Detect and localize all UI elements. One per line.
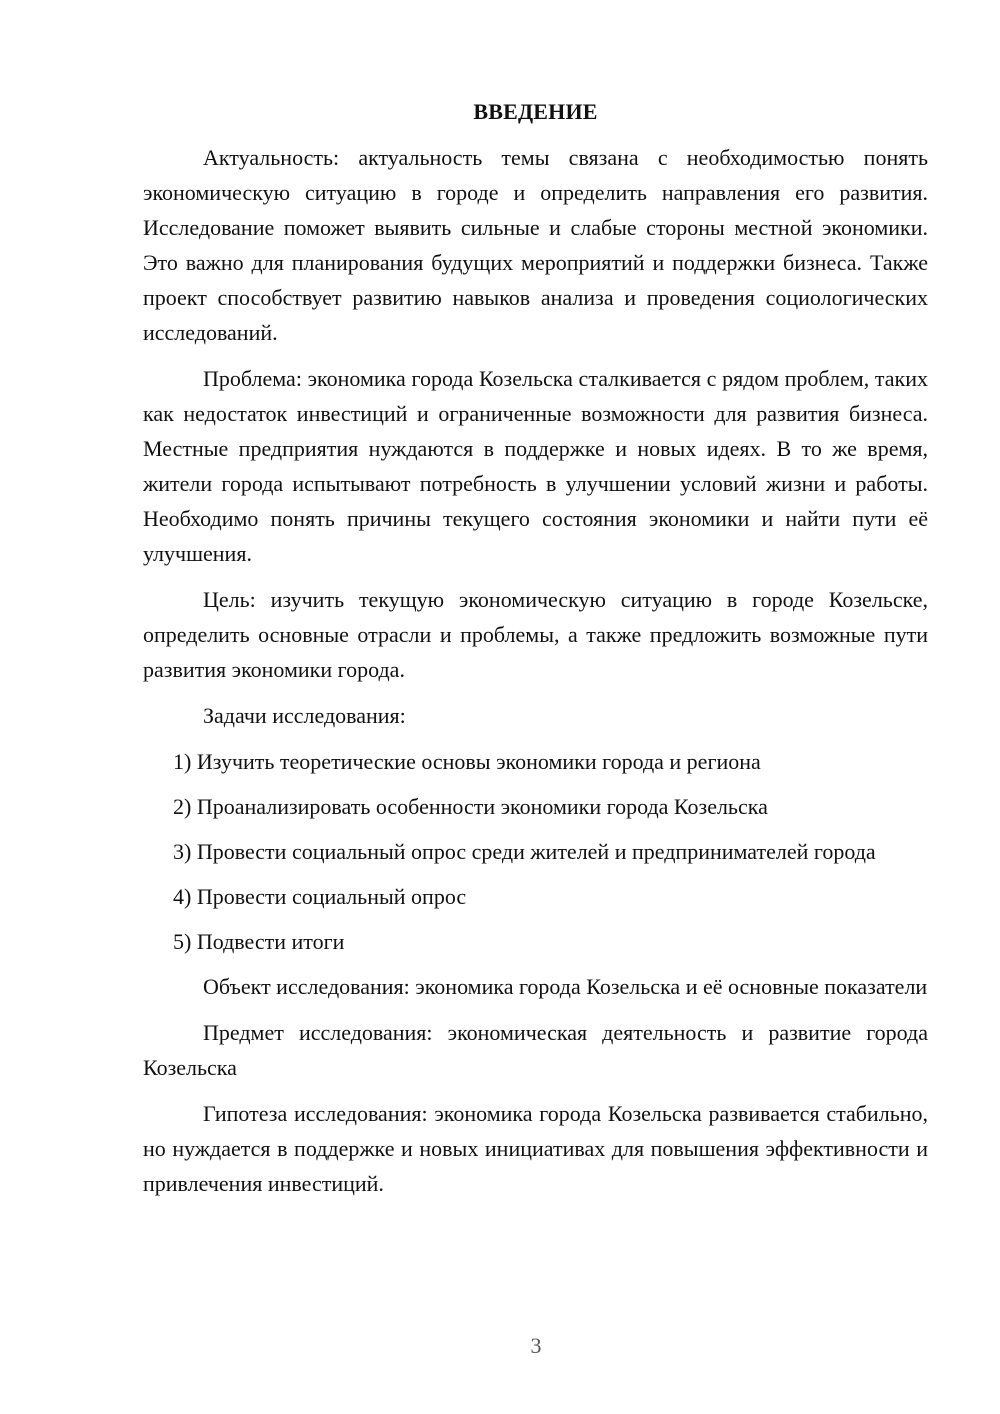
task-item: 3) Провести социальный опрос среди жителей и предпринимателей города [173,839,876,864]
hypothesis-paragraph: Гипотеза исследования: экономика города Козельска развивается стабильно, но нуждается в поддержке и новых инициативах для повышения эффективности и привлечения инвестиций. [143,1101,928,1196]
object-paragraph: Объект исследования: экономика города Козельска и её основные показатели [203,974,928,999]
task-item: 5) Подвести итоги [173,929,345,954]
section-title: ВВЕДЕНИЕ [473,99,598,124]
page-number: 3 [530,1333,542,1358]
task-item: 2) Проанализировать особенности экономики города Козельска [173,794,768,819]
task-item: 1) Изучить теоретические основы экономики города и региона [173,749,761,774]
goal-paragraph: Цель: изучить текущую экономическую ситуацию в городе Козельске, определить основные отрасли и проблемы, а также предложить возможные пути развития экономики города. [143,587,928,682]
relevance-paragraph: Актуальность: актуальность темы связана с необходимостью понять экономическую ситуацию в городе и определить направления его развития. Исследование поможет выявить сильные и слабые стороны местной экономики. Это важно для планирования будущих мероприятий и поддержки бизнеса. Также проект способствует развитию навыков анализа и проведения социологических исследований. [143,145,928,345]
task-item: 4) Провести социальный опрос [173,884,467,909]
problem-paragraph: Проблема: экономика города Козельска сталкивается с рядом проблем, таких как недостаток инвестиций и ограниченные возможности для развития бизнеса. Местные предприятия нуждаются в поддержке и новых идеях. В то же время, жители города испытывают потребность в улучшении условий жизни и работы. Необходимо понять причины текущего состояния экономики и найти пути её улучшения. [143,366,928,566]
tasks-heading: Задачи исследования: [203,703,406,728]
subject-paragraph: Предмет исследования: экономическая деятельность и развитие города Козельска [143,1020,928,1080]
page-content [143,94,928,1212]
